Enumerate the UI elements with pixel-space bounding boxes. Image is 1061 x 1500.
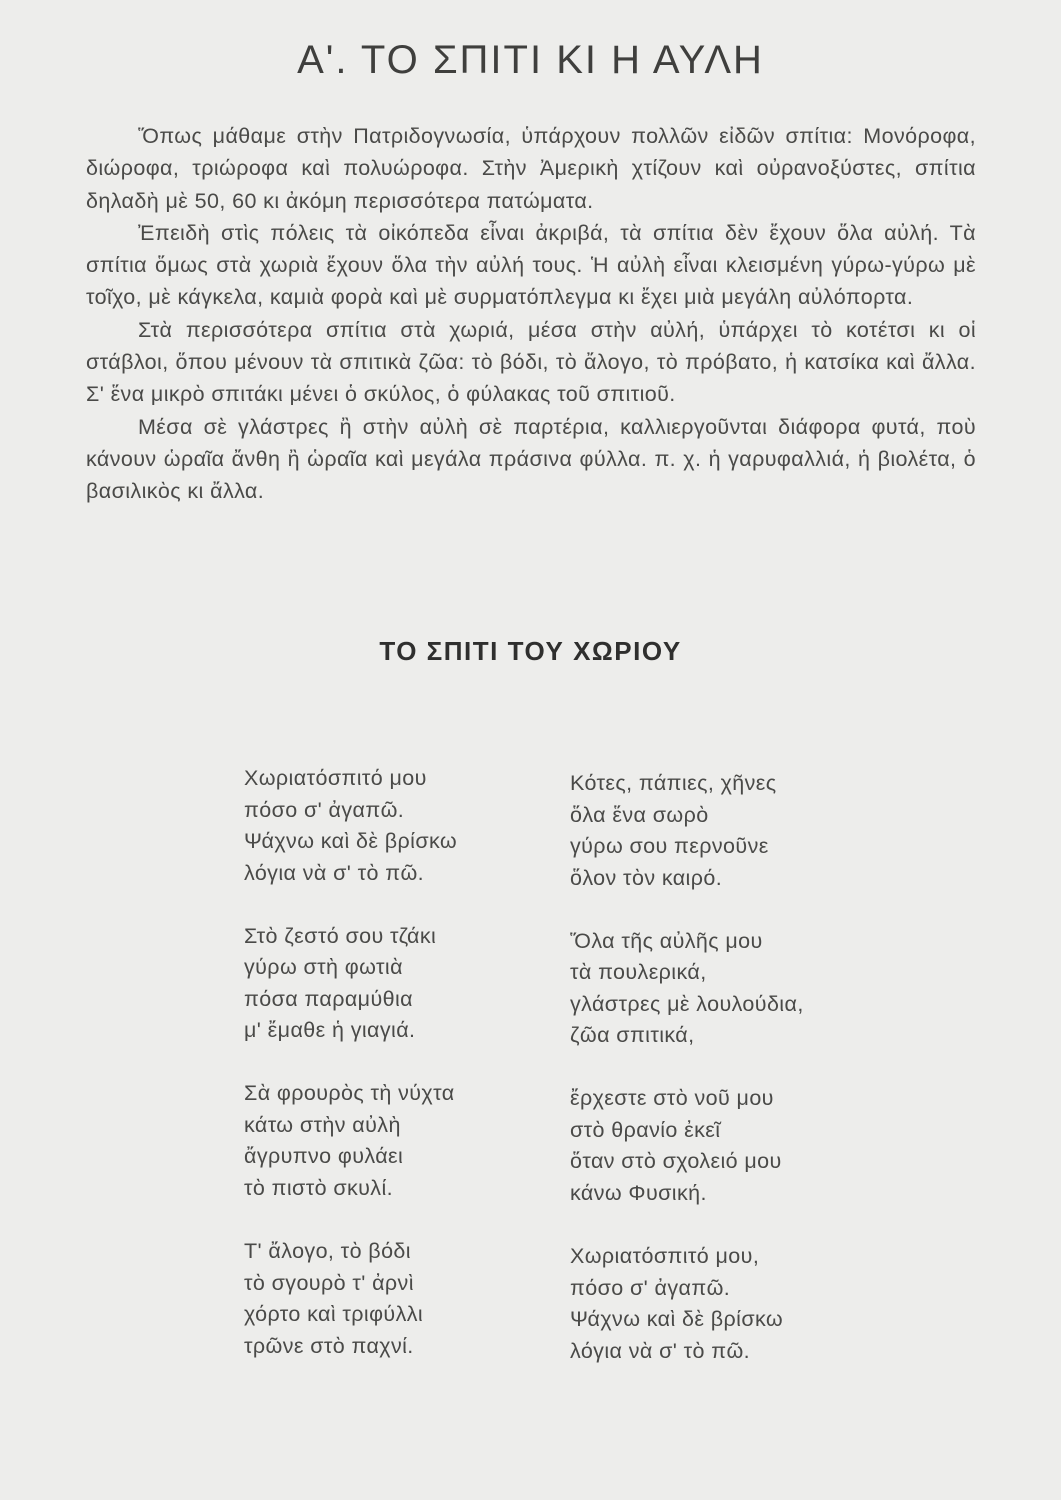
poem-line: Χωριατόσπιτό μου bbox=[244, 766, 427, 790]
poem-stanza bbox=[244, 1078, 457, 1204]
poem-line: Χωριατόσπιτό μου, bbox=[570, 1244, 760, 1269]
poem-line: γύρω σου περνοῦνε bbox=[570, 834, 769, 858]
poem-stanza bbox=[570, 926, 804, 1052]
poem-line: ἔρχεστε στὸ νοῦ μου bbox=[570, 1086, 774, 1111]
poem-line: τὸ πιστὸ σκυλί. bbox=[244, 1175, 394, 1200]
poem-line: λόγια νὰ σ' τὸ πῶ. bbox=[570, 1338, 751, 1363]
poem-line: μ' ἔμαθε ἡ γιαγιά. bbox=[244, 1018, 416, 1043]
poem-stanza bbox=[244, 921, 457, 1047]
poem-line: ἄγρυπνο φυλάει bbox=[244, 1144, 404, 1169]
poem-line: λόγια νὰ σ' τὸ πῶ. bbox=[244, 860, 425, 885]
poem-stanza bbox=[244, 763, 457, 889]
prose-paragraph: Στὰ περισσότερα σπίτια στὰ χωριά, μέσα στὴν αὐλή, ὑπάρχει τὸ κοτέτσι κι οἱ στάβλοι, ὅπου μένουν τὰ σπιτικὰ ζῶα: τὸ βόδι, τὸ ἄλογο, τὸ πρόβατο, ἡ κατσίκα καὶ ἄλλα. Σ' ἕνα μικρὸ σπιτάκι μένει ὁ σκύλος, ὁ φύλακας τοῦ σπιτιοῦ. bbox=[86, 317, 976, 407]
poem-title: ΤΟ ΣΠΙΤΙ ΤΟΥ ΧΩΡΙΟΥ bbox=[379, 636, 682, 666]
poem-line: πόσο σ' ἀγαπῶ. bbox=[244, 797, 405, 822]
poem-left-column bbox=[244, 763, 457, 1394]
poem-line: τρῶνε στὸ παχνί. bbox=[244, 1333, 414, 1358]
poem-line: πόσο σ' ἀγαπῶ. bbox=[570, 1275, 731, 1300]
poem-line: Κότες, πάπιες, χῆνες bbox=[570, 771, 777, 795]
poem-line: Ὅλα τῆς αὐλῆς μου bbox=[570, 928, 763, 953]
poem-line: χόρτο καὶ τριφύλλι bbox=[244, 1302, 424, 1327]
prose-paragraph: Μέσα σὲ γλάστρες ἢ στὴν αὐλὴ σὲ παρτέρια, καλλιεργοῦνται διάφορα φυτά, ποὺ κάνουν ὡραῖα ἄνθη ἢ ὡραῖα καὶ μεγάλα πράσινα φύλλα. π. χ. ἡ γαρυφαλλιά, ἡ βιολέτα, ὁ βασιλικὸς κι ἄλλα. bbox=[86, 414, 976, 504]
poem-stanza bbox=[570, 1083, 804, 1209]
prose-section bbox=[86, 120, 976, 508]
poem-line: στὸ θρανίο ἐκεῖ bbox=[570, 1117, 721, 1142]
poem-line: Τ' ἄλογο, τὸ βόδι bbox=[244, 1239, 411, 1264]
poem-stanza bbox=[570, 1241, 804, 1367]
poem-line: τὰ πουλερικά, bbox=[570, 960, 707, 985]
poem-line: Σὰ φρουρὸς τὴ νύχτα bbox=[244, 1081, 455, 1106]
chapter-title: Α'. ΤΟ ΣΠΙΤΙ ΚΙ Η ΑΥΛΗ bbox=[297, 38, 764, 82]
poem-line: γύρω στὴ φωτιὰ bbox=[244, 955, 403, 980]
prose-paragraph: Ὅπως μάθαμε στὴν Πατριδογνωσία, ὑπάρχουν πολλῶν εἰδῶν σπίτια: Μονόροφα, διώροφα, τριώροφα καὶ πολυώροφα. Στὴν Ἀμερικὴ χτίζουν καὶ οὐρανοξύστες, σπίτια δηλαδὴ μὲ 50, 60 κι ἀκόμη περισσότερα πατώματα. bbox=[86, 124, 976, 213]
poem-stanza bbox=[570, 768, 804, 894]
prose-paragraph: Ἐπειδὴ στὶς πόλεις τὰ οἰκόπεδα εἶναι ἀκριβά, τὰ σπίτια δὲν ἔχουν ὅλα αὐλή. Τὰ σπίτια ὅμως στὰ χωριὰ ἔχουν ὅλα τὴν αὐλή τους. Ἡ αὐλὴ εἶναι κλεισμένη γύρω-γύρω μὲ τοῖχο, μὲ κάγκελα, καμιὰ φορὰ καὶ μὲ συρματόπλεγμα κι ἔχει μιὰ μεγάλη αὐλόπορτα. bbox=[86, 220, 976, 310]
poem-line: ὅλα ἕνα σωρὸ bbox=[570, 802, 709, 827]
poem-line: τὸ σγουρὸ τ' ἀρνὶ bbox=[244, 1270, 414, 1295]
poem-stanza bbox=[244, 1236, 457, 1362]
poem-line: Στὸ ζεστό σου τζάκι bbox=[244, 923, 437, 948]
poem-line: πόσα παραμύθια bbox=[244, 986, 413, 1011]
poem-right-column bbox=[570, 768, 804, 1399]
poem-line: ζῶα σπιτικά, bbox=[570, 1023, 695, 1048]
poem-line: ὅταν στὸ σχολειό μου bbox=[570, 1149, 782, 1174]
poem-line: κάνω Φυσική. bbox=[570, 1180, 707, 1205]
poem-line: Ψάχνω καὶ δὲ βρίσκω bbox=[570, 1307, 784, 1332]
poem-line: Ψάχνω καὶ δὲ βρίσκω bbox=[244, 829, 458, 853]
poem-line: κάτω στὴν αὐλὴ bbox=[244, 1112, 401, 1137]
poem-line: ὅλον τὸν καιρό. bbox=[570, 865, 723, 890]
poem-line: γλάστρες μὲ λουλούδια, bbox=[570, 991, 804, 1016]
